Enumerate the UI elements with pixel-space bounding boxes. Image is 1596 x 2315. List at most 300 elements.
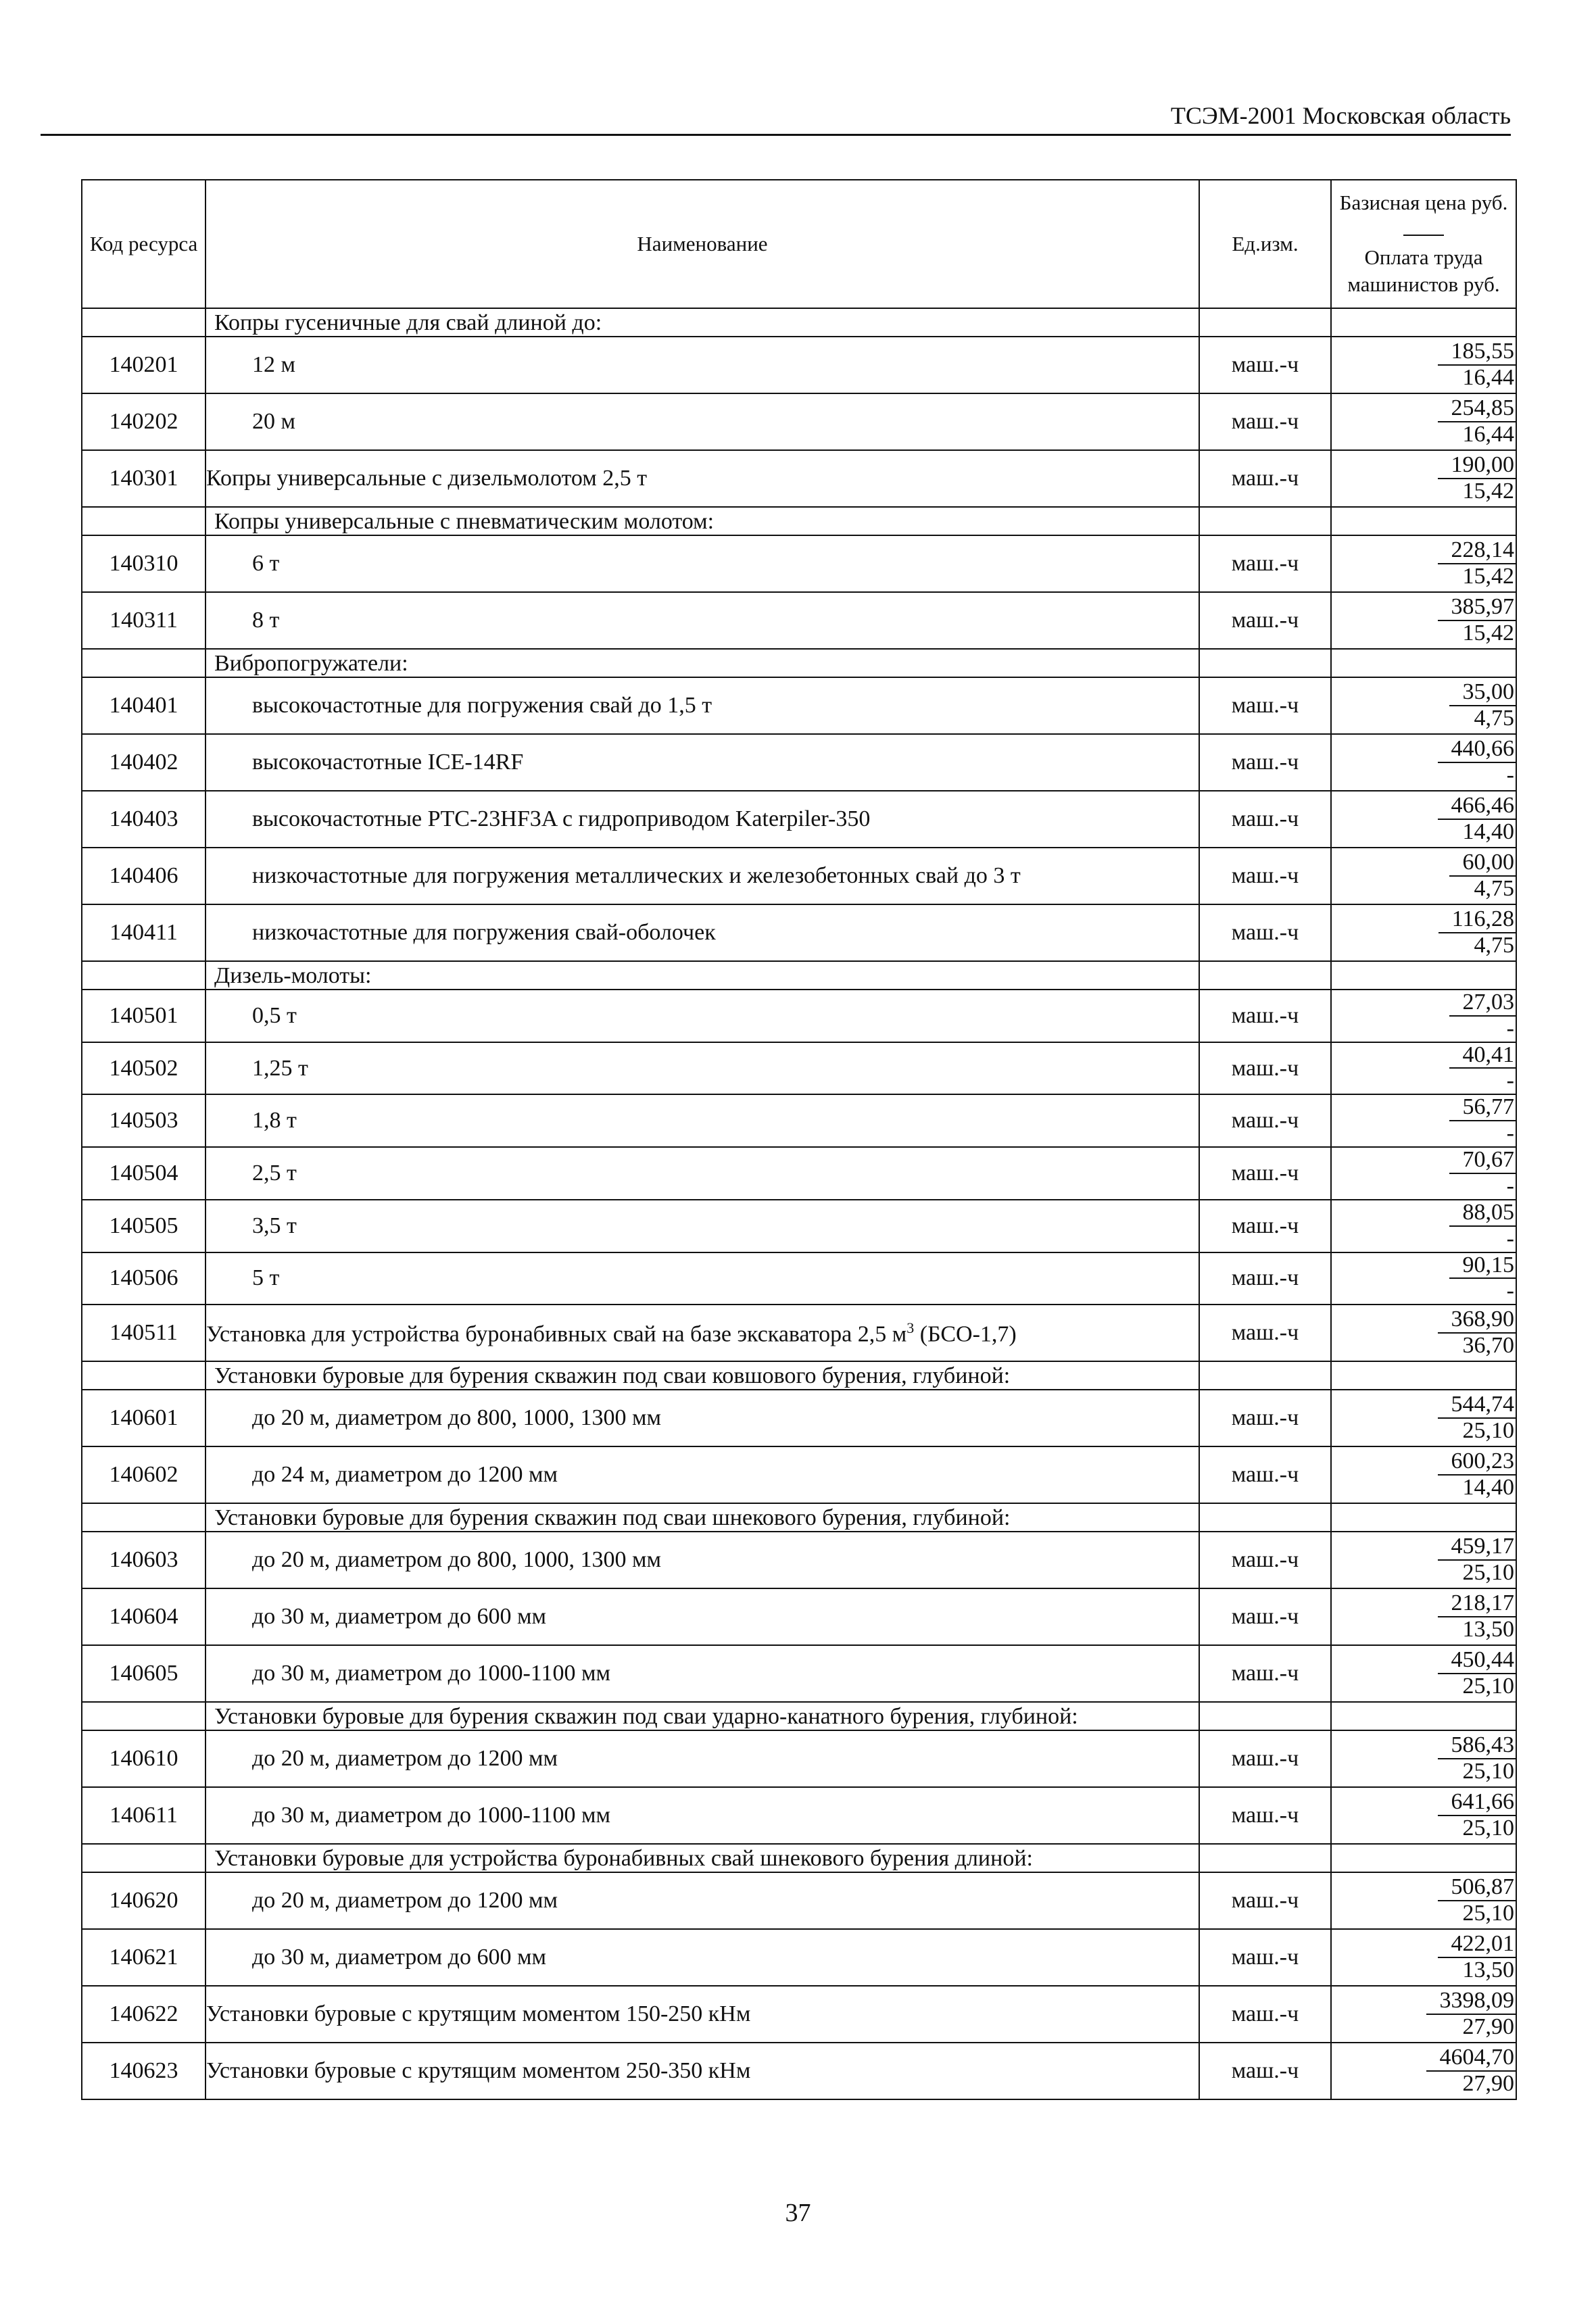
price-cell — [1331, 1305, 1516, 1361]
price-fraction — [1438, 339, 1516, 390]
resource-code: 140505 — [82, 1200, 205, 1252]
unit-of-measure: маш.-ч — [1199, 450, 1331, 507]
group-code-cell — [82, 1844, 205, 1872]
group-code-cell — [82, 1361, 205, 1390]
group-title: Копры гусеничные для свай длиной до: — [205, 308, 1199, 337]
group-title: Вибропогружатели: — [205, 649, 1199, 677]
base-price: 3398,09 — [1426, 1989, 1516, 2015]
operator-wage: 27,90 — [1462, 2014, 1514, 2040]
table-row — [82, 1147, 1516, 1200]
price-fraction — [1438, 453, 1516, 504]
unit-of-measure: маш.-ч — [1199, 1872, 1331, 1929]
table-body — [82, 308, 1516, 2099]
group-unit-cell — [1199, 1361, 1331, 1390]
unit-of-measure: маш.-ч — [1199, 1986, 1331, 2043]
base-price: 459,17 — [1438, 1534, 1516, 1561]
base-price: 586,43 — [1438, 1733, 1516, 1759]
price-cell — [1331, 1390, 1516, 1446]
unit-of-measure: маш.-ч — [1199, 1147, 1331, 1200]
price-fraction — [1426, 2045, 1516, 2096]
resource-name-text: 6 т — [252, 551, 280, 576]
table-row — [82, 1645, 1516, 1702]
price-cell — [1331, 1532, 1516, 1588]
price-fraction — [1426, 1989, 1516, 2039]
base-price: 385,97 — [1438, 595, 1516, 621]
base-price: 466,46 — [1438, 794, 1516, 820]
operator-wage: 16,44 — [1462, 364, 1514, 390]
resource-code: 140511 — [82, 1305, 205, 1361]
unit-of-measure: маш.-ч — [1199, 1730, 1331, 1787]
base-price: 116,28 — [1438, 907, 1516, 933]
group-price-cell — [1331, 649, 1516, 677]
price-cell — [1331, 592, 1516, 649]
resource-code: 140311 — [82, 592, 205, 649]
resource-code: 140406 — [82, 848, 205, 904]
resource-name-text: до 20 м, диаметром до 800, 1000, 1300 мм — [252, 1547, 661, 1573]
table-row — [82, 337, 1516, 393]
price-cell — [1331, 535, 1516, 592]
base-price: 70,67 — [1449, 1148, 1516, 1174]
resource-code: 140502 — [82, 1042, 205, 1095]
unit-of-measure: маш.-ч — [1199, 2043, 1331, 2099]
column-header-code: Код ресурса — [82, 180, 205, 308]
table-row — [82, 2043, 1516, 2099]
group-code-cell — [82, 507, 205, 535]
price-fraction — [1449, 1095, 1516, 1146]
operator-wage: - — [1506, 1068, 1514, 1094]
resource-name — [205, 1390, 1199, 1446]
operator-wage: - — [1506, 1173, 1514, 1198]
table-row — [82, 535, 1516, 592]
table-row — [82, 1730, 1516, 1787]
group-price-cell — [1331, 1702, 1516, 1730]
resource-name-text: Установки буровые с крутящим моментом 150-250 кНм — [206, 2001, 751, 2027]
resource-name — [205, 1787, 1199, 1844]
price-fraction — [1438, 396, 1516, 447]
resource-name-text: высокочастотные для погружения свай до 1,5 т — [252, 693, 712, 718]
price-cell — [1331, 1042, 1516, 1095]
price-cell — [1331, 848, 1516, 904]
base-price: 4604,70 — [1426, 2045, 1516, 2072]
price-fraction — [1438, 1449, 1516, 1500]
operator-wage: 25,10 — [1462, 1560, 1514, 1586]
resource-name-text: низкочастотные для погружения свай-оболочек — [252, 920, 716, 945]
operator-wage: - — [1506, 1225, 1514, 1251]
unit-of-measure: маш.-ч — [1199, 1200, 1331, 1252]
unit-of-measure: маш.-ч — [1199, 1787, 1331, 1844]
operator-wage: 27,90 — [1462, 2071, 1514, 2097]
resource-code: 140201 — [82, 337, 205, 393]
price-fraction — [1438, 1534, 1516, 1585]
resource-name-text: до 30 м, диаметром до 600 мм — [252, 1604, 546, 1630]
base-price: 368,90 — [1438, 1307, 1516, 1334]
resource-code: 140501 — [82, 990, 205, 1042]
resource-name — [205, 1252, 1199, 1305]
price-fraction — [1438, 907, 1516, 958]
price-fraction — [1438, 737, 1516, 787]
table-row — [82, 592, 1516, 649]
table-row — [82, 450, 1516, 507]
resource-name-text: до 30 м, диаметром до 1000-1100 мм — [252, 1803, 611, 1828]
operator-wage: 25,10 — [1462, 1901, 1514, 1926]
resource-code: 140301 — [82, 450, 205, 507]
resource-name — [205, 1929, 1199, 1986]
resource-name — [205, 1305, 1199, 1361]
resource-name — [205, 677, 1199, 734]
group-price-cell — [1331, 308, 1516, 337]
resource-name-text: 3,5 т — [252, 1213, 297, 1238]
price-fraction — [1438, 1307, 1516, 1358]
operator-wage: 25,10 — [1462, 1759, 1514, 1784]
group-title: Дизель-молоты: — [205, 961, 1199, 990]
table-row — [82, 1200, 1516, 1252]
operator-wage: 15,42 — [1462, 478, 1514, 504]
operator-wage: - — [1506, 1121, 1514, 1146]
resource-name-tail: (БСО-1,7) — [914, 1321, 1017, 1346]
price-cell — [1331, 1094, 1516, 1147]
resource-code: 140403 — [82, 791, 205, 848]
price-cell — [1331, 791, 1516, 848]
operator-wage: 14,40 — [1462, 819, 1514, 844]
table-row — [82, 677, 1516, 734]
unit-of-measure: маш.-ч — [1199, 848, 1331, 904]
group-code-cell — [82, 649, 205, 677]
base-price: 544,74 — [1438, 1392, 1516, 1419]
price-fraction — [1449, 1200, 1516, 1251]
unit-of-measure: маш.-ч — [1199, 677, 1331, 734]
table-row — [82, 1390, 1516, 1446]
price-cell — [1331, 450, 1516, 507]
base-price: 35,00 — [1449, 680, 1516, 706]
price-fraction — [1449, 1148, 1516, 1198]
resource-name-text: 5 т — [252, 1265, 280, 1291]
group-price-cell — [1331, 507, 1516, 535]
group-unit-cell — [1199, 1503, 1331, 1532]
resource-name — [205, 1200, 1199, 1252]
unit-of-measure: маш.-ч — [1199, 535, 1331, 592]
group-header-row — [82, 1702, 1516, 1730]
group-price-cell — [1331, 1361, 1516, 1390]
group-title: Установки буровые для бурения скважин под сваи шнекового бурения, глубиной: — [205, 1503, 1199, 1532]
unit-of-measure: маш.-ч — [1199, 1305, 1331, 1361]
resource-code: 140610 — [82, 1730, 205, 1787]
unit-of-measure: маш.-ч — [1199, 1588, 1331, 1645]
unit-of-measure: маш.-ч — [1199, 990, 1331, 1042]
price-cell — [1331, 990, 1516, 1042]
price-cell — [1331, 1872, 1516, 1929]
base-price: 422,01 — [1438, 1932, 1516, 1958]
resource-code: 140202 — [82, 393, 205, 450]
price-fraction — [1449, 1043, 1516, 1094]
resource-name — [205, 1645, 1199, 1702]
resource-code: 140621 — [82, 1929, 205, 1986]
unit-of-measure: маш.-ч — [1199, 1252, 1331, 1305]
group-header-row — [82, 1503, 1516, 1532]
resource-code: 140503 — [82, 1094, 205, 1147]
table-row — [82, 904, 1516, 961]
price-fraction — [1438, 1591, 1516, 1642]
resource-code: 140605 — [82, 1645, 205, 1702]
base-price: 190,00 — [1438, 453, 1516, 479]
price-cell — [1331, 1929, 1516, 1986]
resource-code: 140411 — [82, 904, 205, 961]
base-price: 88,05 — [1449, 1200, 1516, 1227]
resource-name-text: до 20 м, диаметром до 1200 мм — [252, 1746, 558, 1772]
operator-wage: 13,50 — [1462, 1617, 1514, 1642]
group-code-cell — [82, 961, 205, 990]
page-number: 37 — [785, 2199, 811, 2227]
table-row — [82, 990, 1516, 1042]
base-price: 506,87 — [1438, 1875, 1516, 1901]
resource-name — [205, 337, 1199, 393]
resource-name-text: 1,25 т — [252, 1055, 308, 1081]
unit-of-measure: маш.-ч — [1199, 1042, 1331, 1095]
base-price: 40,41 — [1449, 1043, 1516, 1069]
base-price: 641,66 — [1438, 1790, 1516, 1816]
resource-name — [205, 393, 1199, 450]
operator-wage: - — [1506, 762, 1514, 787]
table-row — [82, 1094, 1516, 1147]
price-cell — [1331, 337, 1516, 393]
table-row — [82, 1446, 1516, 1503]
resource-name — [205, 2043, 1199, 2099]
price-cell — [1331, 904, 1516, 961]
group-price-cell — [1331, 1844, 1516, 1872]
unit-of-measure: маш.-ч — [1199, 592, 1331, 649]
group-header-row — [82, 649, 1516, 677]
resource-name — [205, 450, 1199, 507]
column-header-price — [1331, 180, 1516, 308]
resource-name-text: низкочастотные для погружения металлических и железобетонных свай до 3 т — [252, 863, 1021, 888]
resource-name — [205, 1094, 1199, 1147]
group-unit-cell — [1199, 1844, 1331, 1872]
price-fraction — [1438, 794, 1516, 844]
base-price: 254,85 — [1438, 396, 1516, 422]
resource-name — [205, 592, 1199, 649]
price-cell — [1331, 393, 1516, 450]
group-title: Копры универсальные с пневматическим молотом: — [205, 507, 1199, 535]
unit-of-measure: маш.-ч — [1199, 734, 1331, 791]
resource-code: 140623 — [82, 2043, 205, 2099]
resource-name — [205, 904, 1199, 961]
resource-code: 140506 — [82, 1252, 205, 1305]
resource-name — [205, 791, 1199, 848]
unit-of-measure: маш.-ч — [1199, 1446, 1331, 1503]
resource-name-text: 1,8 т — [252, 1108, 297, 1134]
base-price: 185,55 — [1438, 339, 1516, 366]
price-cell — [1331, 1147, 1516, 1200]
group-code-cell — [82, 1702, 205, 1730]
operator-wage: 4,75 — [1474, 875, 1514, 901]
table-row — [82, 1986, 1516, 2043]
unit-of-measure: маш.-ч — [1199, 1929, 1331, 1986]
resource-name — [205, 1446, 1199, 1503]
table-row — [82, 1588, 1516, 1645]
base-price: 450,44 — [1438, 1648, 1516, 1674]
unit-of-measure: маш.-ч — [1199, 791, 1331, 848]
resource-code: 140504 — [82, 1147, 205, 1200]
group-header-row — [82, 961, 1516, 990]
operator-wage: 4,75 — [1474, 932, 1514, 958]
operator-wage: 14,40 — [1462, 1475, 1514, 1501]
price-cell — [1331, 1787, 1516, 1844]
resource-code: 140310 — [82, 535, 205, 592]
resource-name — [205, 1730, 1199, 1787]
header-fraction-line — [1403, 235, 1444, 236]
price-fraction — [1438, 1790, 1516, 1841]
resource-name-text: 20 м — [252, 409, 296, 434]
group-unit-cell — [1199, 649, 1331, 677]
base-price: 60,00 — [1449, 850, 1516, 877]
resource-name-text: до 24 м, диаметром до 1200 мм — [252, 1462, 558, 1488]
group-unit-cell — [1199, 1702, 1331, 1730]
unit-of-measure: маш.-ч — [1199, 1532, 1331, 1588]
base-price: 600,23 — [1438, 1449, 1516, 1476]
price-cell — [1331, 1730, 1516, 1787]
group-header-row — [82, 1844, 1516, 1872]
price-cell — [1331, 1200, 1516, 1252]
price-fraction — [1449, 990, 1516, 1041]
resource-name-text: Установки буровые с крутящим моментом 250-350 кНм — [206, 2058, 751, 2084]
price-fraction — [1438, 1875, 1516, 1926]
resource-code: 140601 — [82, 1390, 205, 1446]
operator-wage: 13,50 — [1462, 1957, 1514, 1983]
price-fraction — [1438, 1392, 1516, 1443]
resource-name-text: до 20 м, диаметром до 1200 мм — [252, 1888, 558, 1914]
resource-name — [205, 848, 1199, 904]
resource-name-text: высокочастотные PTC-23HF3A с гидроприводом Katerpiler-350 — [252, 806, 871, 831]
group-code-cell — [82, 1503, 205, 1532]
resource-name-text: 0,5 т — [252, 1002, 297, 1028]
group-unit-cell — [1199, 507, 1331, 535]
resource-code: 140604 — [82, 1588, 205, 1645]
table-header-row — [82, 180, 1516, 308]
column-header-wage: Оплата труда машинистов руб. — [1347, 245, 1500, 297]
price-fraction — [1438, 1733, 1516, 1784]
base-price: 218,17 — [1438, 1591, 1516, 1617]
price-fraction — [1438, 538, 1516, 589]
document-title: ТСЭМ-2001 Московская область — [1170, 102, 1511, 129]
column-header-name: Наименование — [205, 180, 1199, 308]
operator-wage: - — [1506, 1278, 1514, 1304]
table-row — [82, 1787, 1516, 1844]
resource-code: 140401 — [82, 677, 205, 734]
operator-wage: 25,10 — [1462, 1418, 1514, 1444]
unit-of-measure: маш.-ч — [1199, 1645, 1331, 1702]
table-row — [82, 734, 1516, 791]
resource-name — [205, 1532, 1199, 1588]
operator-wage: - — [1506, 1015, 1514, 1041]
group-unit-cell — [1199, 961, 1331, 990]
resource-name-text: Установка для устройства буронабивных свай на базе экскаватора 2,5 м — [206, 1321, 907, 1346]
resource-name — [205, 1588, 1199, 1645]
resource-name — [205, 1872, 1199, 1929]
price-cell — [1331, 734, 1516, 791]
resource-name — [205, 1147, 1199, 1200]
price-cell — [1331, 677, 1516, 734]
operator-wage: 25,10 — [1462, 1816, 1514, 1841]
operator-wage: 15,42 — [1462, 620, 1514, 645]
price-cell — [1331, 1588, 1516, 1645]
resource-code: 140603 — [82, 1532, 205, 1588]
operator-wage: 25,10 — [1462, 1674, 1514, 1699]
resource-name-text: до 30 м, диаметром до 1000-1100 мм — [252, 1661, 611, 1686]
operator-wage: 4,75 — [1474, 705, 1514, 731]
price-fraction — [1449, 680, 1516, 731]
price-fraction — [1438, 1648, 1516, 1699]
table-row — [82, 848, 1516, 904]
price-fraction — [1438, 1932, 1516, 1982]
unit-of-measure: маш.-ч — [1199, 337, 1331, 393]
resource-name — [205, 1986, 1199, 2043]
price-cell — [1331, 1252, 1516, 1305]
resource-code: 140622 — [82, 1986, 205, 2043]
base-price: 90,15 — [1449, 1253, 1516, 1280]
price-cell — [1331, 2043, 1516, 2099]
price-cell — [1331, 1986, 1516, 2043]
operator-wage: 16,44 — [1462, 421, 1514, 447]
price-fraction — [1449, 1253, 1516, 1304]
price-cell — [1331, 1446, 1516, 1503]
table-row — [82, 1929, 1516, 1986]
table-row — [82, 1305, 1516, 1361]
resource-code: 140620 — [82, 1872, 205, 1929]
resource-name-text: до 20 м, диаметром до 800, 1000, 1300 мм — [252, 1405, 661, 1431]
table-row — [82, 1872, 1516, 1929]
resource-name-text: 2,5 т — [252, 1161, 297, 1186]
price-cell — [1331, 1645, 1516, 1702]
resource-name — [205, 535, 1199, 592]
table-row — [82, 1252, 1516, 1305]
group-title: Установки буровые для бурения скважин под сваи ковшового бурения, глубиной: — [205, 1361, 1199, 1390]
group-header-row — [82, 308, 1516, 337]
resource-name — [205, 990, 1199, 1042]
table-row — [82, 1532, 1516, 1588]
table-row — [82, 791, 1516, 848]
table-row — [82, 1042, 1516, 1095]
group-header-row — [82, 1361, 1516, 1390]
operator-wage: 15,42 — [1462, 563, 1514, 589]
unit-of-measure: маш.-ч — [1199, 393, 1331, 450]
resource-code: 140602 — [82, 1446, 205, 1503]
resource-name-text: 12 м — [252, 352, 296, 377]
group-title: Установки буровые для бурения скважин под сваи ударно-канатного бурения, глубиной: — [205, 1702, 1199, 1730]
price-fraction — [1438, 595, 1516, 645]
resource-name-text: Копры универсальные с дизельмолотом 2,5 т — [206, 466, 648, 491]
group-header-row — [82, 507, 1516, 535]
group-price-cell — [1331, 961, 1516, 990]
resource-code: 140611 — [82, 1787, 205, 1844]
unit-of-measure: маш.-ч — [1199, 904, 1331, 961]
table-row — [82, 393, 1516, 450]
unit-of-measure: маш.-ч — [1199, 1094, 1331, 1147]
unit-of-measure: маш.-ч — [1199, 1390, 1331, 1446]
resource-name-text: высокочастотные ICE-14RF — [252, 750, 524, 775]
resource-name-text: 8 т — [252, 608, 280, 633]
column-header-unit: Ед.изм. — [1199, 180, 1331, 308]
group-unit-cell — [1199, 308, 1331, 337]
base-price: 228,14 — [1438, 538, 1516, 564]
base-price: 440,66 — [1438, 737, 1516, 763]
page-header — [41, 101, 1511, 136]
group-price-cell — [1331, 1503, 1516, 1532]
resource-name-text: до 30 м, диаметром до 600 мм — [252, 1945, 546, 1970]
group-title: Установки буровые для устройства буронабивных свай шнекового бурения длиной: — [205, 1844, 1199, 1872]
group-code-cell — [82, 308, 205, 337]
price-fraction — [1449, 850, 1516, 901]
base-price: 27,03 — [1449, 990, 1516, 1017]
base-price: 56,77 — [1449, 1095, 1516, 1121]
